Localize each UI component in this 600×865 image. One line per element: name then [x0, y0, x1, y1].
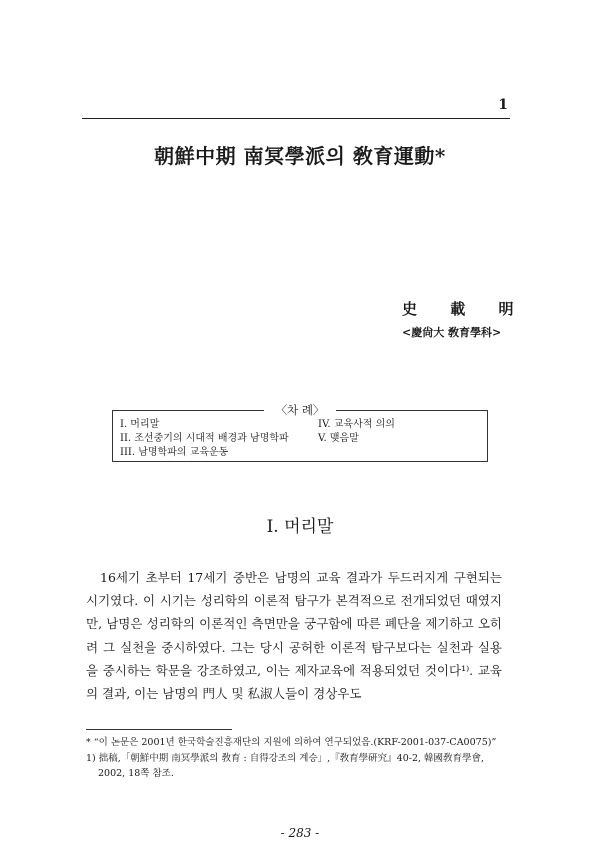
footnote-1: 1) 拙稿,「朝鮮中期 南冥學派의 敎育 : 自得강조의 계승」,『敎育學硏究』40-2, 韓國敎育學會,: [86, 752, 485, 764]
footnotes: [86, 735, 506, 782]
toc-item: IV. 교육사적 의의: [318, 419, 395, 430]
article-title: 朝鮮中期 南冥學派의 敎育運動*: [154, 144, 446, 168]
section-heading: I. 머리말: [266, 517, 334, 537]
page-marker: 1: [498, 97, 508, 113]
body-paragraph: 16세기 초부터 17세기 중반은 남명의 교육 결과가 두드러지게 구현되는 시기였다. 이 시기는 성리학의 이론적 탐구가 본격적으로 전개되었던 때였지만, 남명은 성리학의 이론적인 측면만을 궁구함에 따른 폐단을 제기하고 오히려 그 실천을 중시하였다. 그는 당시 공허한 이론적 탐구보다는 실천과 실용을 중시하는 학문을 강조하였고, 이는 제자교육에 적용되었던 것이다¹⁾. 교육의 결과, 이는 남명의 門人 및 私淑人들이 경상우도: [86, 570, 502, 702]
toc-border-top-right: [336, 410, 488, 411]
footnote-star: * “이 논문은 2001년 한국학술진흥재단의 지원에 의하여 연구되었음.(KRF-2001-037-CA0075)”: [86, 737, 497, 748]
toc-item: I. 머리말: [120, 419, 160, 430]
toc-item: V. 맺음말: [318, 433, 359, 444]
author-name: 史 載 明: [402, 300, 528, 318]
toc-title: 〈차 례〉: [275, 403, 325, 417]
toc-border-top-left: [112, 410, 264, 411]
author-affiliation: <慶尙大 敎育學科>: [402, 326, 502, 339]
footnote-rule: [86, 729, 232, 730]
toc-left-column: [120, 418, 289, 460]
toc-item: II. 조선중기의 시대적 배경과 남명학파: [120, 433, 289, 444]
toc-item: III. 남명학파의 교육운동: [120, 447, 229, 458]
footnote-1-continued: 2002, 18쪽 참조.: [98, 768, 174, 779]
page-number: - 283 -: [280, 826, 320, 840]
toc-right-column: [318, 418, 395, 446]
header-rule: [82, 118, 510, 119]
